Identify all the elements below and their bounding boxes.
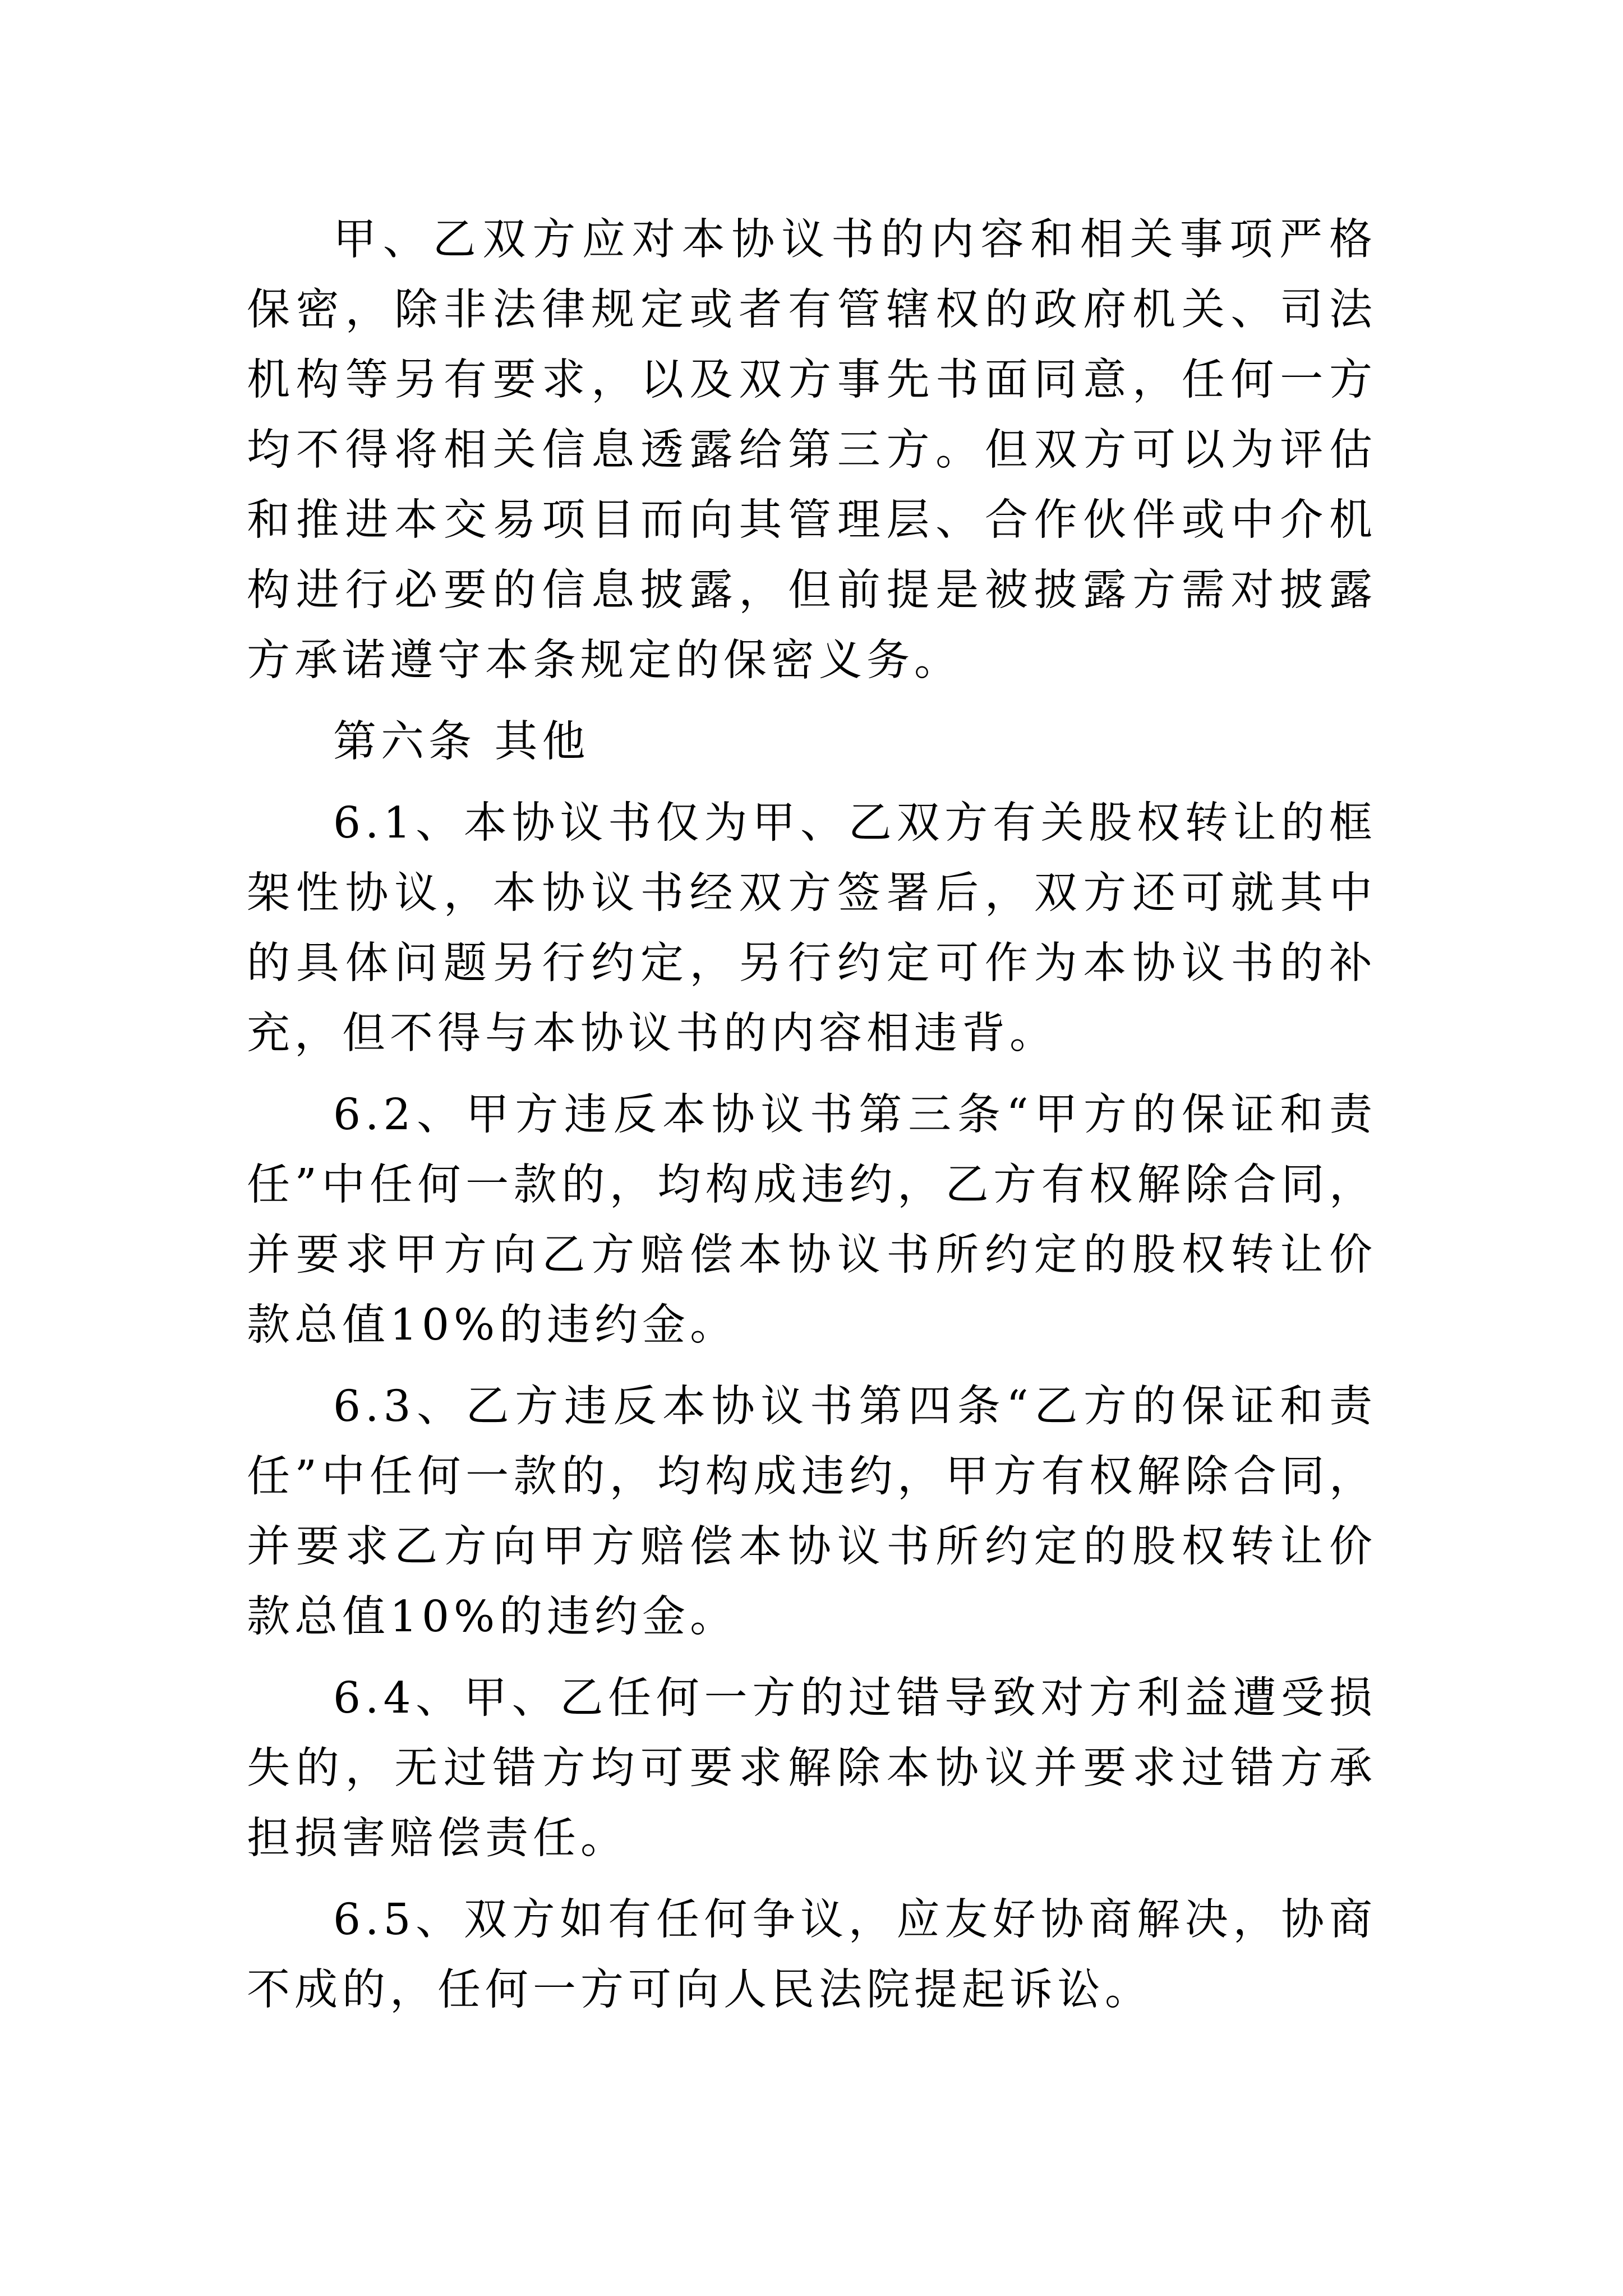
paragraph-confidentiality: 甲、乙双方应对本协议书的内容和相关事项严格保密，除非法律规定或者有管辖权的政府机关、司法机构等另有要求，以及双方事先书面同意，任何一方均不得将相关信息透露给第三方。但双方可以为评估和推进本交易项目而向其管理层、合作伙伴或中介机构进行必要的信息披露，但前提是被披露方需对披露方承诺遵守本条规定的保密义务。 — [247, 215, 1377, 685]
clause-6-5: 6.5、双方如有任何争议，应友好协商解决，协商不成的，任何一方可向人民法院提起诉讼。 — [247, 1895, 1377, 2015]
document-body — [247, 205, 1377, 2036]
section-heading-article-6: 第六条 其他 — [333, 717, 590, 767]
clause-6-2: 6.2、甲方违反本协议书第三条“甲方的保证和责任”中任何一款的，均构成违约，乙方有权解除合同，并要求甲方向乙方赔偿本协议书所约定的股权转让价款总值10%的违约金。 — [247, 1090, 1377, 1350]
clause-6-4: 6.4、甲、乙任何一方的过错导致对方利益遭受损失的，无过错方均可要求解除本协议并要求过错方承担损害赔偿责任。 — [247, 1673, 1377, 1864]
clause-6-1: 6.1、本协议书仅为甲、乙双方有关股权转让的框架性协议，本协议书经双方签署后，双方还可就其中的具体问题另行约定，另行约定可作为本协议书的补充，但不得与本协议书的内容相违背。 — [247, 798, 1377, 1059]
clause-6-3: 6.3、乙方违反本协议书第四条“乙方的保证和责任”中任何一款的，均构成违约，甲方有权解除合同，并要求乙方向甲方赔偿本协议书所约定的股权转让价款总值10%的违约金。 — [247, 1382, 1377, 1642]
